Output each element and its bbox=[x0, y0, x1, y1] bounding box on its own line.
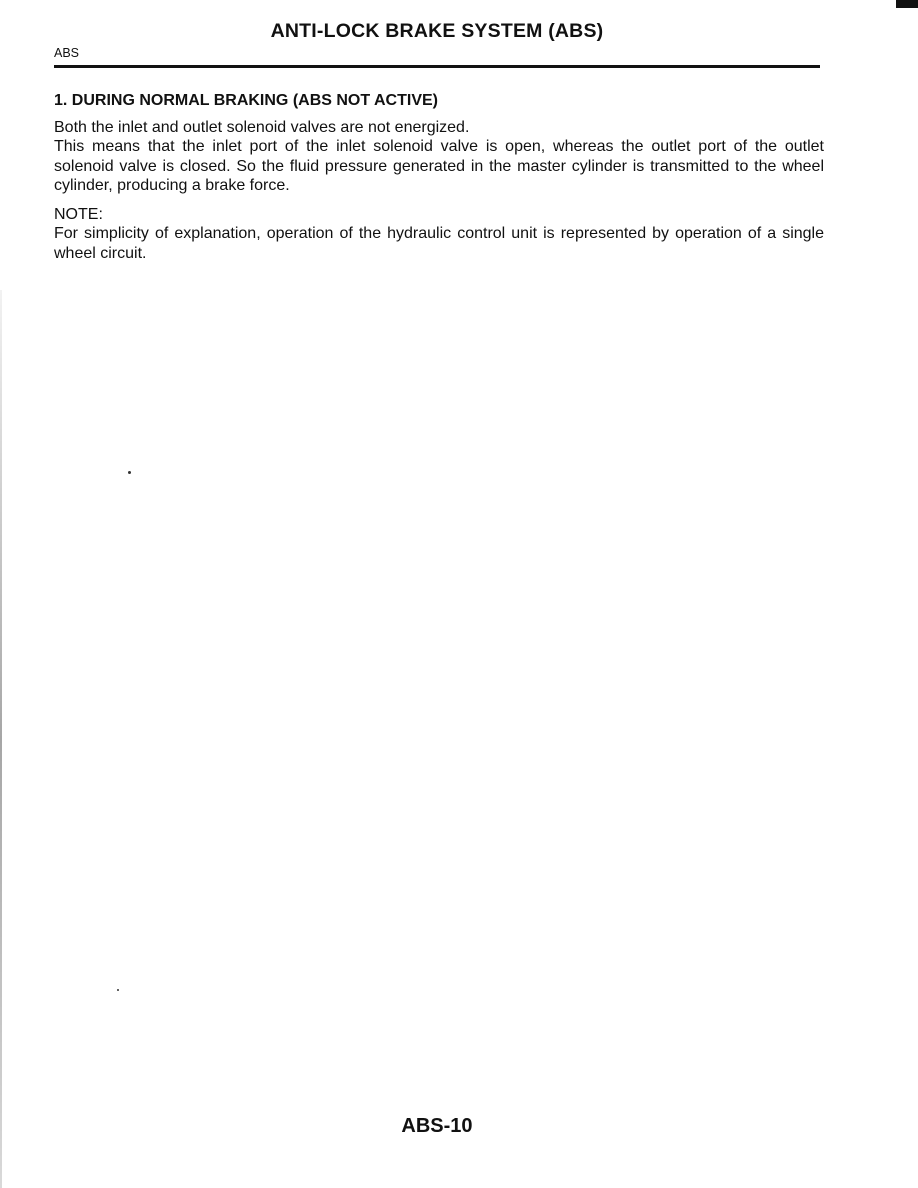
note-label: NOTE: bbox=[54, 205, 103, 223]
scan-speck bbox=[117, 989, 119, 991]
page-content bbox=[54, 91, 824, 263]
scan-speck bbox=[128, 471, 131, 474]
paragraph-valves-state: Both the inlet and outlet solenoid valves are not energized. bbox=[54, 118, 470, 136]
page-number: ABS-10 bbox=[401, 1115, 473, 1137]
note-text: For simplicity of explanation, operation of the hydraulic control unit is represented by operation of a single wheel circuit. bbox=[54, 225, 824, 262]
section-heading: 1. DURING NORMAL BRAKING (ABS NOT ACTIVE) bbox=[54, 92, 438, 109]
scan-edge-shadow bbox=[0, 290, 2, 1188]
page-title: ANTI-LOCK BRAKE SYSTEM (ABS) bbox=[270, 20, 604, 42]
paragraph-ports-explanation: This means that the inlet port of the inlet solenoid valve is open, whereas the outlet port of the outlet solenoid valve is closed. So the fluid pressure generated in the master cylinder is transmitted to the wheel cylinder, producing a brake force. bbox=[54, 138, 824, 194]
header-divider bbox=[54, 65, 820, 68]
corner-tab-mark bbox=[896, 0, 918, 8]
section-tag: ABS bbox=[54, 46, 80, 60]
page-header bbox=[54, 18, 820, 68]
